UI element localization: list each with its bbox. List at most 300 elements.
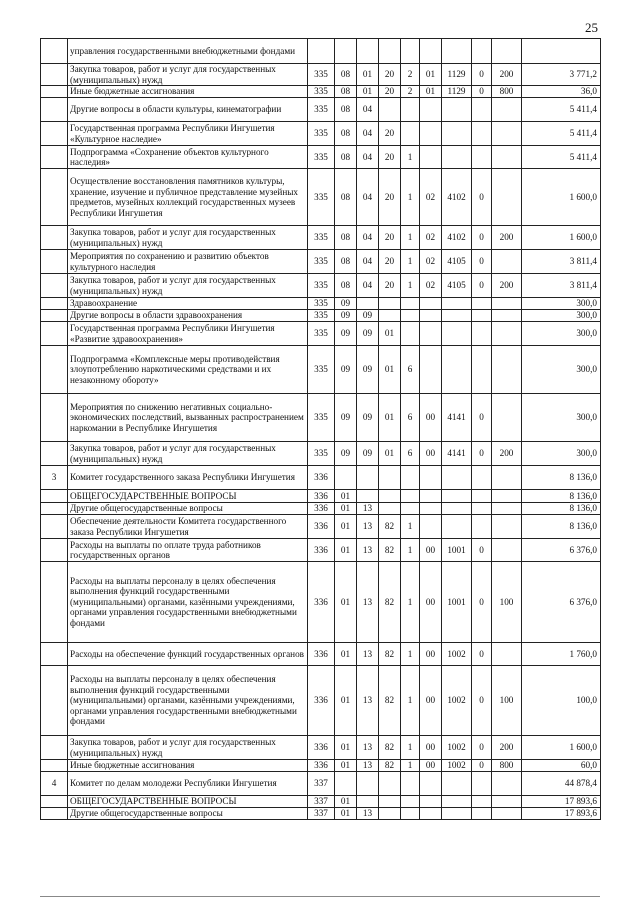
podprogramma-code-cell	[401, 122, 420, 146]
priznak-code-cell	[472, 39, 492, 64]
programma-code-cell	[379, 772, 401, 796]
table-row	[41, 394, 601, 442]
vid-rashodov-code-cell	[492, 466, 522, 490]
osnovnoe-meropriyatie-code-cell: 00	[420, 666, 442, 736]
item-name-cell: Здравоохранение	[68, 298, 308, 310]
razdel-code-cell: 01	[335, 643, 357, 666]
podprogramma-code-cell: 2	[401, 64, 420, 86]
priznak-code-cell: 0	[472, 666, 492, 736]
priznak-code-cell	[472, 346, 492, 394]
row-number-cell	[41, 760, 68, 772]
amount-cell: 6 376,0	[522, 539, 601, 562]
priznak-code-cell	[472, 146, 492, 169]
podrazdel-code-cell: 13	[357, 666, 379, 736]
programma-code-cell: 20	[379, 274, 401, 298]
table-row	[41, 643, 601, 666]
priznak-code-cell	[472, 122, 492, 146]
ved-code-cell: 336	[308, 515, 335, 539]
programma-code-cell: 82	[379, 562, 401, 643]
podrazdel-code-cell: 13	[357, 515, 379, 539]
item-name-cell: ОБЩЕГОСУДАРСТВЕННЫЕ ВОПРОСЫ	[68, 490, 308, 503]
programma-code-cell: 01	[379, 346, 401, 394]
table-row	[41, 466, 601, 490]
priznak-code-cell	[472, 490, 492, 503]
ved-code-cell	[308, 39, 335, 64]
table-row	[41, 64, 601, 86]
item-name-cell: Иные бюджетные ассигнования	[68, 760, 308, 772]
osnovnoe-meropriyatie-code-cell: 01	[420, 64, 442, 86]
table-row	[41, 808, 601, 820]
row-number-cell	[41, 562, 68, 643]
priznak-code-cell: 0	[472, 643, 492, 666]
row-number-cell	[41, 643, 68, 666]
napravlenie-code-cell	[442, 98, 472, 122]
programma-code-cell: 20	[379, 86, 401, 98]
amount-cell: 300,0	[522, 310, 601, 322]
priznak-code-cell	[472, 310, 492, 322]
podrazdel-code-cell: 13	[357, 562, 379, 643]
podrazdel-code-cell	[357, 298, 379, 310]
programma-code-cell	[379, 796, 401, 808]
vid-rashodov-code-cell	[492, 122, 522, 146]
row-number-cell	[41, 226, 68, 250]
podprogramma-code-cell	[401, 39, 420, 64]
ved-code-cell: 335	[308, 86, 335, 98]
podprogramma-code-cell: 6	[401, 442, 420, 466]
podprogramma-code-cell	[401, 808, 420, 820]
amount-cell: 5 411,4	[522, 146, 601, 169]
table-row	[41, 122, 601, 146]
item-name-cell: Осуществление восстановления памятников культуры, хранение, изучение и публичное представление музейных предметов, музейных коллекций государственных музеев Республики Ингушетия	[68, 169, 308, 226]
osnovnoe-meropriyatie-code-cell	[420, 515, 442, 539]
programma-code-cell: 82	[379, 736, 401, 760]
podrazdel-code-cell	[357, 796, 379, 808]
row-number-cell	[41, 86, 68, 98]
vid-rashodov-code-cell	[492, 169, 522, 226]
podprogramma-code-cell	[401, 322, 420, 346]
podprogramma-code-cell: 1	[401, 515, 420, 539]
priznak-code-cell	[472, 808, 492, 820]
napravlenie-code-cell	[442, 772, 472, 796]
amount-cell: 60,0	[522, 760, 601, 772]
row-number-cell	[41, 539, 68, 562]
osnovnoe-meropriyatie-code-cell: 00	[420, 760, 442, 772]
item-name-cell: Мероприятия по снижению негативных социально-экономических последствий, вызванных распространением наркомании в Республике Ингушетия	[68, 394, 308, 442]
vid-rashodov-code-cell	[492, 39, 522, 64]
razdel-code-cell: 01	[335, 503, 357, 515]
vid-rashodov-code-cell	[492, 808, 522, 820]
amount-cell: 44 878,4	[522, 772, 601, 796]
podrazdel-code-cell: 04	[357, 98, 379, 122]
row-number-cell	[41, 250, 68, 274]
osnovnoe-meropriyatie-code-cell: 00	[420, 562, 442, 643]
podrazdel-code-cell	[357, 490, 379, 503]
table-row	[41, 274, 601, 298]
podprogramma-code-cell: 1	[401, 226, 420, 250]
item-name-cell: Государственная программа Республики Ингушетия «Развитие здравоохранения»	[68, 322, 308, 346]
table-row	[41, 490, 601, 503]
row-number-cell	[41, 310, 68, 322]
priznak-code-cell	[472, 98, 492, 122]
programma-code-cell: 20	[379, 122, 401, 146]
osnovnoe-meropriyatie-code-cell: 01	[420, 86, 442, 98]
podprogramma-code-cell: 1	[401, 169, 420, 226]
napravlenie-code-cell: 4141	[442, 442, 472, 466]
programma-code-cell: 20	[379, 146, 401, 169]
item-name-cell: Другие общегосударственные вопросы	[68, 503, 308, 515]
item-name-cell: Расходы на выплаты по оплате труда работников государственных органов	[68, 539, 308, 562]
razdel-code-cell	[335, 466, 357, 490]
razdel-code-cell: 08	[335, 64, 357, 86]
priznak-code-cell	[472, 772, 492, 796]
podrazdel-code-cell: 13	[357, 503, 379, 515]
podprogramma-code-cell: 1	[401, 562, 420, 643]
amount-cell: 6 376,0	[522, 562, 601, 643]
ved-code-cell: 335	[308, 250, 335, 274]
row-number-cell	[41, 298, 68, 310]
item-name-cell: Расходы на обеспечение функций государственных органов	[68, 643, 308, 666]
ved-code-cell: 335	[308, 298, 335, 310]
razdel-code-cell: 08	[335, 86, 357, 98]
amount-cell: 1 760,0	[522, 643, 601, 666]
napravlenie-code-cell	[442, 146, 472, 169]
vid-rashodov-code-cell	[492, 98, 522, 122]
amount-cell: 5 411,4	[522, 122, 601, 146]
napravlenie-code-cell: 1001	[442, 562, 472, 643]
razdel-code-cell: 09	[335, 442, 357, 466]
osnovnoe-meropriyatie-code-cell	[420, 310, 442, 322]
podrazdel-code-cell: 09	[357, 442, 379, 466]
row-number-cell	[41, 146, 68, 169]
bottom-rule	[40, 896, 600, 897]
table-row	[41, 169, 601, 226]
vid-rashodov-code-cell	[492, 146, 522, 169]
item-name-cell: Комитет по делам молодежи Республики Ингушетия	[68, 772, 308, 796]
table-row	[41, 760, 601, 772]
osnovnoe-meropriyatie-code-cell	[420, 122, 442, 146]
podrazdel-code-cell	[357, 39, 379, 64]
amount-cell: 300,0	[522, 394, 601, 442]
vid-rashodov-code-cell: 800	[492, 86, 522, 98]
item-name-cell: Государственная программа Республики Ингушетия «Культурное наследие»	[68, 122, 308, 146]
podrazdel-code-cell: 01	[357, 64, 379, 86]
item-name-cell: Обеспечение деятельности Комитета государственного заказа Республики Ингушетия	[68, 515, 308, 539]
napravlenie-code-cell	[442, 503, 472, 515]
razdel-code-cell: 08	[335, 226, 357, 250]
osnovnoe-meropriyatie-code-cell	[420, 466, 442, 490]
razdel-code-cell: 08	[335, 146, 357, 169]
programma-code-cell: 82	[379, 666, 401, 736]
osnovnoe-meropriyatie-code-cell	[420, 39, 442, 64]
amount-cell: 3 771,2	[522, 64, 601, 86]
ved-code-cell: 335	[308, 64, 335, 86]
razdel-code-cell: 01	[335, 760, 357, 772]
vid-rashodov-code-cell	[492, 346, 522, 394]
table-row	[41, 98, 601, 122]
amount-cell: 1 600,0	[522, 226, 601, 250]
amount-cell: 300,0	[522, 298, 601, 310]
amount-cell: 17 893,6	[522, 796, 601, 808]
priznak-code-cell: 0	[472, 64, 492, 86]
razdel-code-cell: 09	[335, 346, 357, 394]
priznak-code-cell: 0	[472, 736, 492, 760]
osnovnoe-meropriyatie-code-cell: 02	[420, 226, 442, 250]
podprogramma-code-cell: 1	[401, 666, 420, 736]
podprogramma-code-cell	[401, 310, 420, 322]
row-number-cell: 3	[41, 466, 68, 490]
podrazdel-code-cell: 13	[357, 539, 379, 562]
table-row	[41, 515, 601, 539]
podrazdel-code-cell: 09	[357, 394, 379, 442]
programma-code-cell	[379, 503, 401, 515]
priznak-code-cell	[472, 515, 492, 539]
item-name-cell: Другие вопросы в области здравоохранения	[68, 310, 308, 322]
vid-rashodov-code-cell	[492, 298, 522, 310]
item-name-cell: Закупка товаров, работ и услуг для государственных (муниципальных) нужд	[68, 736, 308, 760]
amount-cell: 3 811,4	[522, 274, 601, 298]
ved-code-cell: 335	[308, 169, 335, 226]
osnovnoe-meropriyatie-code-cell: 00	[420, 442, 442, 466]
priznak-code-cell: 0	[472, 274, 492, 298]
vid-rashodov-code-cell	[492, 394, 522, 442]
podprogramma-code-cell: 1	[401, 643, 420, 666]
razdel-code-cell: 01	[335, 490, 357, 503]
razdel-code-cell: 09	[335, 310, 357, 322]
podprogramma-code-cell	[401, 298, 420, 310]
vid-rashodov-code-cell: 200	[492, 736, 522, 760]
ved-code-cell: 337	[308, 796, 335, 808]
ved-code-cell: 335	[308, 226, 335, 250]
amount-cell: 5 411,4	[522, 98, 601, 122]
napravlenie-code-cell	[442, 122, 472, 146]
osnovnoe-meropriyatie-code-cell	[420, 772, 442, 796]
amount-cell: 8 136,0	[522, 515, 601, 539]
ved-code-cell: 336	[308, 562, 335, 643]
napravlenie-code-cell: 4102	[442, 169, 472, 226]
vid-rashodov-code-cell	[492, 515, 522, 539]
vid-rashodov-code-cell: 100	[492, 666, 522, 736]
table-row	[41, 736, 601, 760]
table-row	[41, 442, 601, 466]
item-name-cell: Расходы на выплаты персоналу в целях обеспечения выполнения функций государственными (муниципальными) органами, казёнными учреждениями, органами управления государственными внебюджетными фондами	[68, 562, 308, 643]
row-number-cell	[41, 39, 68, 64]
vid-rashodov-code-cell	[492, 772, 522, 796]
priznak-code-cell	[472, 796, 492, 808]
item-name-cell: Закупка товаров, работ и услуг для государственных (муниципальных) нужд	[68, 226, 308, 250]
razdel-code-cell: 08	[335, 98, 357, 122]
priznak-code-cell: 0	[472, 442, 492, 466]
programma-code-cell	[379, 808, 401, 820]
amount-cell: 300,0	[522, 322, 601, 346]
programma-code-cell: 82	[379, 760, 401, 772]
table-row	[41, 346, 601, 394]
programma-code-cell	[379, 466, 401, 490]
table-row	[41, 298, 601, 310]
table-row	[41, 39, 601, 64]
priznak-code-cell: 0	[472, 250, 492, 274]
osnovnoe-meropriyatie-code-cell	[420, 490, 442, 503]
osnovnoe-meropriyatie-code-cell: 00	[420, 643, 442, 666]
table-row	[41, 310, 601, 322]
priznak-code-cell: 0	[472, 760, 492, 772]
vid-rashodov-code-cell	[492, 310, 522, 322]
napravlenie-code-cell: 4141	[442, 394, 472, 442]
napravlenie-code-cell: 4105	[442, 274, 472, 298]
vid-rashodov-code-cell	[492, 539, 522, 562]
osnovnoe-meropriyatie-code-cell: 00	[420, 539, 442, 562]
podrazdel-code-cell: 13	[357, 736, 379, 760]
napravlenie-code-cell	[442, 466, 472, 490]
podprogramma-code-cell: 6	[401, 346, 420, 394]
podprogramma-code-cell	[401, 772, 420, 796]
osnovnoe-meropriyatie-code-cell	[420, 298, 442, 310]
vid-rashodov-code-cell	[492, 250, 522, 274]
row-number-cell	[41, 394, 68, 442]
amount-cell: 300,0	[522, 346, 601, 394]
table-row	[41, 796, 601, 808]
vid-rashodov-code-cell: 200	[492, 226, 522, 250]
programma-code-cell: 20	[379, 226, 401, 250]
vid-rashodov-code-cell: 200	[492, 64, 522, 86]
item-name-cell: Расходы на выплаты персоналу в целях обеспечения выполнения функций государственными (муниципальными) органами, казёнными учреждениями, органами управления государственными внебюджетными фондами	[68, 666, 308, 736]
podrazdel-code-cell: 13	[357, 760, 379, 772]
row-number-cell	[41, 98, 68, 122]
razdel-code-cell	[335, 39, 357, 64]
napravlenie-code-cell: 1002	[442, 760, 472, 772]
napravlenie-code-cell	[442, 310, 472, 322]
vid-rashodov-code-cell	[492, 643, 522, 666]
table-row	[41, 226, 601, 250]
razdel-code-cell: 09	[335, 298, 357, 310]
podprogramma-code-cell	[401, 490, 420, 503]
programma-code-cell: 82	[379, 515, 401, 539]
row-number-cell	[41, 515, 68, 539]
table-row	[41, 250, 601, 274]
amount-cell: 8 136,0	[522, 490, 601, 503]
podrazdel-code-cell: 04	[357, 122, 379, 146]
priznak-code-cell	[472, 503, 492, 515]
osnovnoe-meropriyatie-code-cell	[420, 503, 442, 515]
razdel-code-cell	[335, 772, 357, 796]
osnovnoe-meropriyatie-code-cell	[420, 322, 442, 346]
row-number-cell	[41, 808, 68, 820]
podrazdel-code-cell: 04	[357, 250, 379, 274]
napravlenie-code-cell	[442, 298, 472, 310]
osnovnoe-meropriyatie-code-cell	[420, 808, 442, 820]
programma-code-cell: 01	[379, 394, 401, 442]
podprogramma-code-cell: 1	[401, 736, 420, 760]
row-number-cell	[41, 64, 68, 86]
razdel-code-cell: 08	[335, 274, 357, 298]
napravlenie-code-cell	[442, 796, 472, 808]
ved-code-cell: 336	[308, 490, 335, 503]
napravlenie-code-cell: 1002	[442, 666, 472, 736]
table-row	[41, 539, 601, 562]
ved-code-cell: 335	[308, 310, 335, 322]
podrazdel-code-cell: 04	[357, 169, 379, 226]
item-name-cell: Комитет государственного заказа Республики Ингушетия	[68, 466, 308, 490]
napravlenie-code-cell: 1002	[442, 736, 472, 760]
podrazdel-code-cell: 13	[357, 808, 379, 820]
priznak-code-cell: 0	[472, 86, 492, 98]
page-number: 25	[585, 20, 598, 35]
podprogramma-code-cell: 1	[401, 539, 420, 562]
amount-cell: 100,0	[522, 666, 601, 736]
programma-code-cell: 20	[379, 64, 401, 86]
napravlenie-code-cell	[442, 346, 472, 394]
priznak-code-cell	[472, 298, 492, 310]
amount-cell: 1 600,0	[522, 169, 601, 226]
napravlenie-code-cell: 4105	[442, 250, 472, 274]
programma-code-cell: 01	[379, 322, 401, 346]
amount-cell: 8 136,0	[522, 466, 601, 490]
ved-code-cell: 335	[308, 442, 335, 466]
vid-rashodov-code-cell	[492, 796, 522, 808]
napravlenie-code-cell	[442, 39, 472, 64]
ved-code-cell: 336	[308, 503, 335, 515]
podprogramma-code-cell: 6	[401, 394, 420, 442]
osnovnoe-meropriyatie-code-cell	[420, 146, 442, 169]
podprogramma-code-cell	[401, 466, 420, 490]
priznak-code-cell: 0	[472, 562, 492, 643]
row-number-cell: 4	[41, 772, 68, 796]
osnovnoe-meropriyatie-code-cell: 02	[420, 250, 442, 274]
table-row	[41, 503, 601, 515]
priznak-code-cell: 0	[472, 394, 492, 442]
ved-code-cell: 336	[308, 539, 335, 562]
podrazdel-code-cell	[357, 466, 379, 490]
ved-code-cell: 335	[308, 146, 335, 169]
budget-table	[40, 38, 601, 820]
item-name-cell: Другие общегосударственные вопросы	[68, 808, 308, 820]
osnovnoe-meropriyatie-code-cell	[420, 98, 442, 122]
item-name-cell: Подпрограмма «Комплексные меры противодействия злоупотреблению наркотическими средствами и их незаконному обороту»	[68, 346, 308, 394]
table-row	[41, 666, 601, 736]
napravlenie-code-cell: 4102	[442, 226, 472, 250]
podprogramma-code-cell: 1	[401, 274, 420, 298]
podprogramma-code-cell	[401, 98, 420, 122]
podrazdel-code-cell: 04	[357, 274, 379, 298]
podrazdel-code-cell: 09	[357, 346, 379, 394]
napravlenie-code-cell: 1001	[442, 539, 472, 562]
amount-cell: 8 136,0	[522, 503, 601, 515]
amount-cell: 3 811,4	[522, 250, 601, 274]
podprogramma-code-cell: 2	[401, 86, 420, 98]
osnovnoe-meropriyatie-code-cell: 00	[420, 736, 442, 760]
podrazdel-code-cell: 04	[357, 146, 379, 169]
item-name-cell: Подпрограмма «Сохранение объектов культурного наследия»	[68, 146, 308, 169]
vid-rashodov-code-cell	[492, 503, 522, 515]
item-name-cell: ОБЩЕГОСУДАРСТВЕННЫЕ ВОПРОСЫ	[68, 796, 308, 808]
razdel-code-cell: 01	[335, 808, 357, 820]
priznak-code-cell	[472, 466, 492, 490]
row-number-cell	[41, 442, 68, 466]
podrazdel-code-cell: 04	[357, 226, 379, 250]
row-number-cell	[41, 666, 68, 736]
amount-cell: 36,0	[522, 86, 601, 98]
podrazdel-code-cell: 13	[357, 643, 379, 666]
podprogramma-code-cell: 1	[401, 760, 420, 772]
programma-code-cell: 01	[379, 442, 401, 466]
vid-rashodov-code-cell	[492, 322, 522, 346]
amount-cell: 1 600,0	[522, 736, 601, 760]
razdel-code-cell: 08	[335, 169, 357, 226]
priznak-code-cell: 0	[472, 539, 492, 562]
ved-code-cell: 337	[308, 808, 335, 820]
podrazdel-code-cell: 09	[357, 322, 379, 346]
razdel-code-cell: 01	[335, 796, 357, 808]
napravlenie-code-cell	[442, 490, 472, 503]
